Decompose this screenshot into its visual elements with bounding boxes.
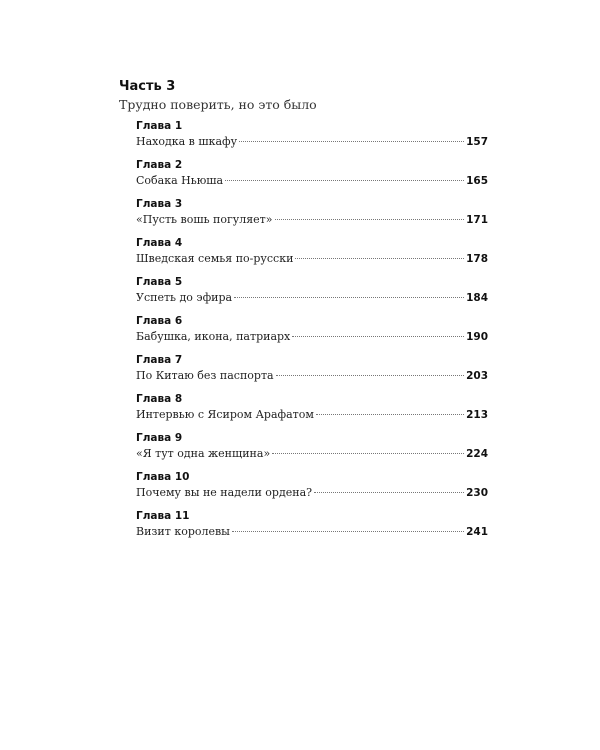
page-number: 178: [466, 253, 488, 265]
chapter-label: Глава 3: [136, 198, 183, 210]
chapter-title: Шведская семья по-русски: [136, 252, 294, 265]
chapter-label: Глава 2: [136, 159, 183, 171]
dot-leader: [232, 531, 464, 532]
chapter-title: Визит королевы: [136, 525, 230, 538]
dot-leader: [239, 141, 464, 142]
chapter-line: [136, 408, 488, 424]
dot-leader: [314, 492, 464, 493]
chapter-line: [136, 213, 488, 229]
page-number: 184: [466, 292, 488, 304]
chapter-label: Глава 5: [136, 276, 183, 288]
chapter-title: «Пусть вошь погуляет»: [136, 213, 273, 226]
chapter-line: [136, 330, 488, 346]
part-header: [119, 79, 317, 113]
chapter-title: Интервью с Ясиром Арафатом: [136, 408, 314, 421]
part-subtitle: Трудно поверить, но это было: [119, 97, 317, 112]
chapter-title: По Китаю без паспорта: [136, 369, 274, 382]
page-number: 241: [466, 526, 488, 538]
dot-leader: [316, 414, 464, 415]
dot-leader: [234, 297, 464, 298]
page-number: 213: [466, 409, 488, 421]
chapter-label: Глава 8: [136, 393, 183, 405]
chapter-line: [136, 174, 488, 190]
chapter-label: Глава 9: [136, 432, 183, 444]
dot-leader: [276, 375, 464, 376]
page-number: 157: [466, 136, 488, 148]
toc-entry-chapter-9[interactable]: [136, 431, 488, 470]
chapter-title: Успеть до эфира: [136, 291, 233, 304]
dot-leader: [292, 336, 464, 337]
chapter-line: [136, 486, 488, 502]
chapter-title: Собака Ньюша: [136, 174, 224, 187]
toc-entry-chapter-5[interactable]: [136, 275, 488, 314]
chapter-line: [136, 369, 488, 385]
dot-leader: [272, 453, 464, 454]
chapter-line: [136, 252, 488, 268]
chapter-title: Почему вы не надели ордена?: [136, 486, 313, 499]
dot-leader: [295, 258, 464, 259]
toc-entry-chapter-11[interactable]: [136, 509, 488, 548]
dot-leader: [225, 180, 464, 181]
page-number: 230: [466, 487, 488, 499]
toc-entry-chapter-1[interactable]: [136, 119, 488, 158]
chapter-label: Глава 10: [136, 471, 190, 483]
page-number: 203: [466, 370, 488, 382]
chapter-title: Бабушка, икона, патриарх: [136, 330, 291, 343]
chapter-label: Глава 1: [136, 120, 183, 132]
chapter-line: [136, 291, 488, 307]
toc-entry-chapter-7[interactable]: [136, 353, 488, 392]
chapter-label: Глава 4: [136, 237, 183, 249]
dot-leader: [275, 219, 465, 220]
page-number: 165: [466, 175, 488, 187]
page-number: 171: [466, 214, 488, 226]
table-of-contents: [136, 119, 488, 548]
toc-entry-chapter-10[interactable]: [136, 470, 488, 509]
toc-entry-chapter-6[interactable]: [136, 314, 488, 353]
chapter-line: [136, 525, 488, 541]
toc-entry-chapter-8[interactable]: [136, 392, 488, 431]
chapter-title: Находка в шкафу: [136, 135, 238, 148]
chapter-label: Глава 7: [136, 354, 183, 366]
chapter-line: [136, 447, 488, 463]
toc-entry-chapter-4[interactable]: [136, 236, 488, 275]
chapter-title: «Я тут одна женщина»: [136, 447, 271, 460]
toc-entry-chapter-2[interactable]: [136, 158, 488, 197]
page-number: 224: [466, 448, 488, 460]
toc-entry-chapter-3[interactable]: [136, 197, 488, 236]
page-number: 190: [466, 331, 488, 343]
chapter-label: Глава 6: [136, 315, 183, 327]
part-title: Часть 3: [119, 79, 176, 94]
chapter-label: Глава 11: [136, 510, 190, 522]
chapter-line: [136, 135, 488, 151]
